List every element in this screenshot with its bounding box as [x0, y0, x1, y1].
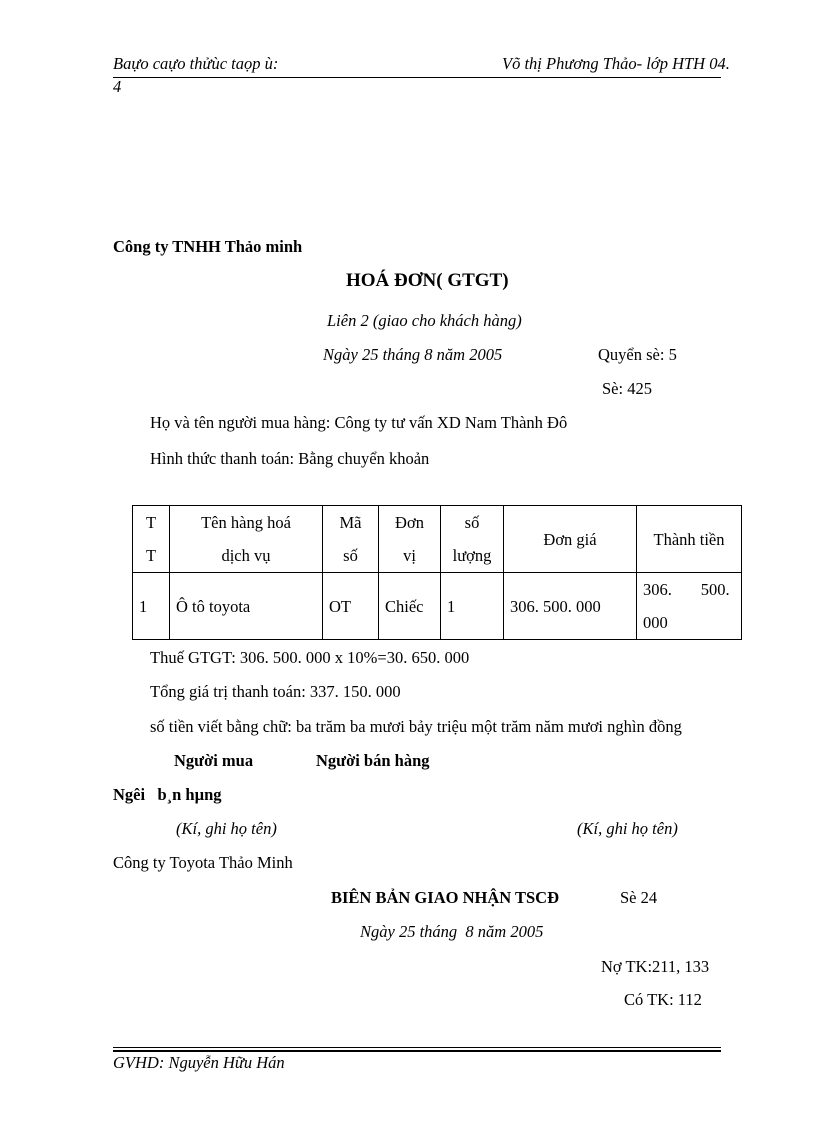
col-header-unit-line1: Đơn: [395, 513, 424, 532]
signature-seller-label: Người bán hàng: [316, 751, 430, 770]
handover-title: BIÊN BẢN GIAO NHẬN TSCĐ: [331, 888, 559, 907]
amount-in-words: số tiền viết bằng chữ: ba trăm ba mươi bảy triệu một trăm năm mươi nghìn đồng: [150, 717, 682, 736]
cell-amount-line1: 306. 500.: [643, 580, 730, 599]
signature-buyer-label: Người mua: [174, 751, 254, 770]
col-header-unit: [379, 506, 441, 573]
cell-name: Ô tô toyota: [170, 573, 323, 640]
col-header-name-line2: dịch vụ: [221, 546, 271, 565]
signature-clerk-label: Ngêi b¸n hµng: [113, 785, 222, 804]
col-header-unit-line2: vị: [403, 546, 416, 565]
second-company-name: Công ty Toyota Thảo Minh: [113, 853, 293, 872]
handover-number: Sè 24: [620, 888, 658, 907]
col-header-tt-line1: T: [145, 513, 157, 532]
header-student-name: Võ thị Phương Thảo- lớp HTH 04.: [502, 54, 730, 73]
col-header-name-line1: Tên hàng hoá: [201, 513, 291, 532]
footer-rule-bottom: [113, 1050, 721, 1052]
col-header-code: [323, 506, 379, 573]
col-header-tt: [133, 506, 170, 573]
cell-price: 306. 500. 000: [504, 573, 637, 640]
col-header-qty-line2: lượng: [452, 546, 492, 565]
table-header-row: [133, 506, 742, 573]
handover-date: Ngày 25 tháng 8 năm 2005: [360, 922, 544, 941]
cell-amount-line2: 000: [643, 613, 668, 632]
sign-note-left: (Kí, ghi họ tên): [176, 819, 277, 838]
debit-account: Nợ TK:211, 133: [601, 957, 710, 976]
invoice-title: HOÁ ĐƠN( GTGT): [346, 270, 509, 291]
col-header-code-line1: Mã: [339, 513, 362, 532]
table-row: [133, 573, 742, 640]
cell-code: OT: [323, 573, 379, 640]
cell-unit: Chiếc: [379, 573, 441, 640]
invoice-number: Sè: 425: [602, 379, 652, 398]
payment-line: Hình thức thanh toán: Bằng chuyển khoản: [150, 449, 430, 468]
header-report-title: Baựo caựo thửùc taọp ù:: [113, 54, 279, 73]
invoice-table: [132, 505, 742, 640]
col-header-amount: Thành tiền: [637, 506, 742, 573]
col-header-qty-line1: số: [464, 513, 480, 532]
sign-note-right: (Kí, ghi họ tên): [577, 819, 678, 838]
company-name: Công ty TNHH Thảo minh: [113, 237, 303, 256]
col-header-tt-line2: T: [145, 546, 157, 565]
footer-rule-top: [113, 1047, 721, 1048]
col-header-qty: [441, 506, 504, 573]
cell-qty: 1: [441, 573, 504, 640]
credit-account: Có TK: 112: [624, 990, 702, 1009]
total-line: Tổng giá trị thanh toán: 337. 150. 000: [150, 682, 401, 701]
col-header-code-line2: số: [343, 546, 358, 565]
invoice-book-number: Quyển sè: 5: [598, 345, 677, 364]
invoice-copy: Liên 2 (giao cho khách hàng): [327, 311, 522, 330]
header-rule: [113, 77, 721, 78]
col-header-price: Đơn giá: [504, 506, 637, 573]
col-header-name: [170, 506, 323, 573]
vat-line: Thuế GTGT: 306. 500. 000 x 10%=30. 650. 000: [150, 648, 470, 667]
buyer-line: Họ và tên người mua hàng: Công ty tư vấn XD Nam Thành Đô: [150, 413, 568, 432]
header-student-name-cont: 4: [113, 77, 122, 96]
footer-advisor: GVHD: Nguyễn Hữu Hán: [113, 1053, 285, 1072]
cell-amount: [637, 573, 742, 640]
invoice-date: Ngày 25 tháng 8 năm 2005: [323, 345, 503, 364]
cell-tt: 1: [133, 573, 170, 640]
